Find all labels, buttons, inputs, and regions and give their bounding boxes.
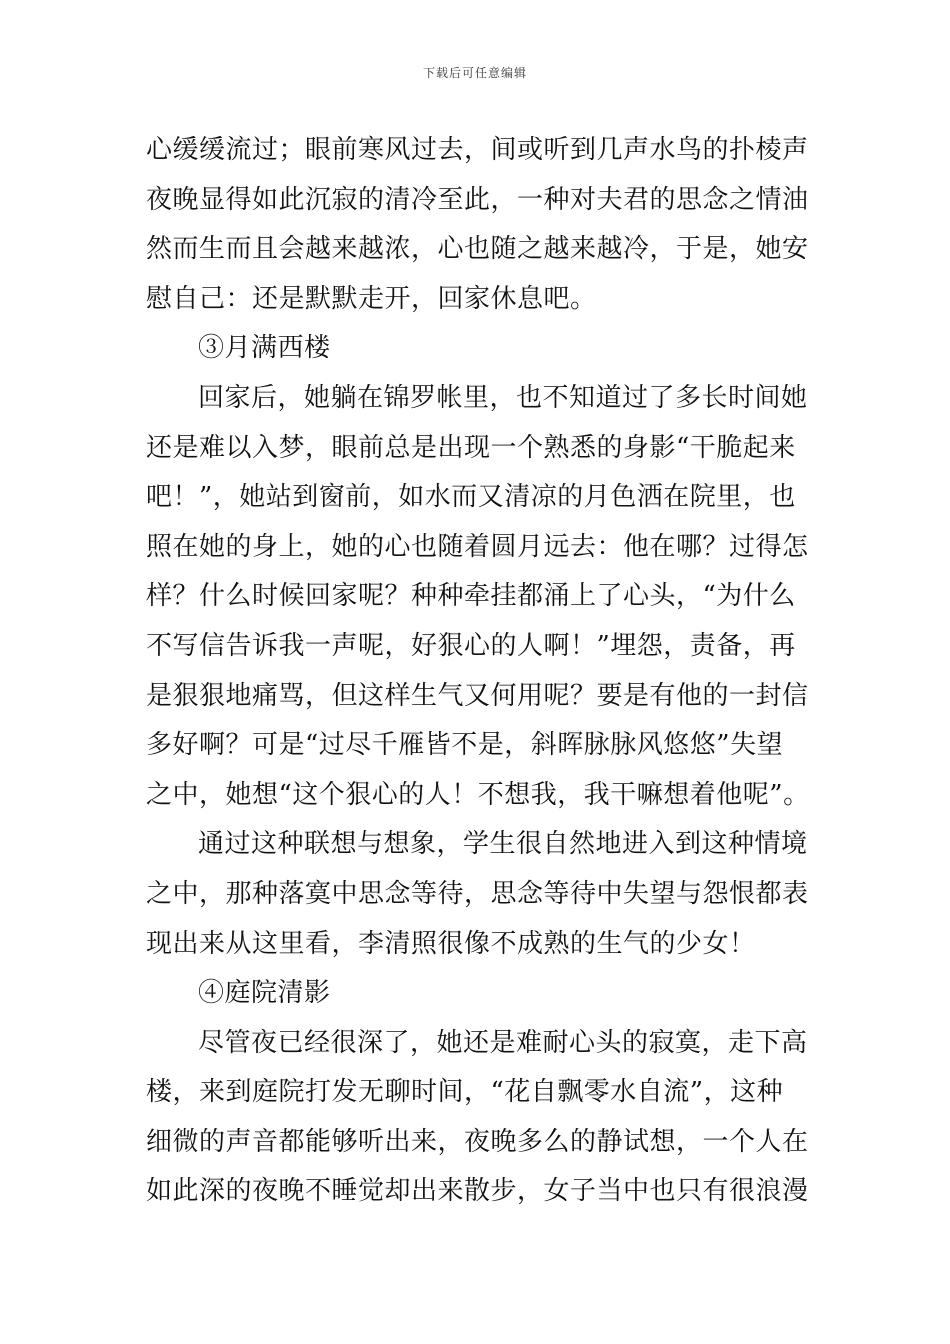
text-line: 吧！”，她站到窗前，如水而又清凉的月色洒在院里，也 — [146, 482, 796, 513]
text-line: 通过这种联想与想象，学生很自然地进入到这种情境 — [198, 829, 808, 860]
text-line: 现出来从这里看，李清照很像不成熟的生气的少女！ — [146, 928, 756, 959]
text-line: 回家后，她躺在锦罗帐里，也不知道过了多长时间她 — [198, 382, 808, 413]
text-line: 慰自己：还是默默走开，回家休息吧。 — [146, 283, 597, 314]
text-line: 细微的声音都能够听出来，夜晚多么的静试想，一个人在 — [146, 1126, 809, 1157]
text-line: 夜晚显得如此沉寂的清冷至此，一种对夫君的思念之情油 — [146, 184, 809, 215]
text-line: 楼，来到庭院打发无聊时间，“花自飘零水自流”，这种 — [146, 1077, 784, 1108]
text-line: 照在她的身上，她的心也随着圆月远去：他在哪？过得怎 — [146, 531, 809, 562]
text-line: 如此深的夜晚不睡觉却出来散步，女子当中也只有很浪漫 — [146, 1176, 809, 1207]
document-body — [146, 126, 810, 1217]
page-header: 下载后可任意编辑 — [422, 66, 527, 80]
text-line: 不写信告诉我一声呢，好狠心的人啊！”埋怨，责备，再 — [146, 630, 796, 661]
text-line: 多好啊？可是“过尽千雁皆不是，斜晖脉脉风悠悠”失望 — [146, 730, 784, 761]
text-line: 是狠狠地痛骂，但这样生气又何用呢？要是有他的一封信 — [146, 680, 809, 711]
text-line: 之中，那种落寞中思念等待，思念等待中失望与怨恨都表 — [146, 878, 809, 909]
text-line: 样？什么时候回家呢？种种牵挂都涌上了心头，“为什么 — [146, 581, 796, 612]
text-line: 尽管夜已经很深了，她还是难耐心头的寂寞，走下高 — [198, 1027, 808, 1058]
text-line: 心缓缓流过；眼前寒风过去，间或听到几声水鸟的扑棱声 — [146, 135, 809, 165]
section-heading: ④庭院清影 — [198, 978, 331, 1009]
text-line: 然而生而且会越来越浓，心也随之越来越冷，于是，她安 — [146, 234, 809, 265]
text-line: 之中，她想“这个狠心的人！不想我，我干嘛想着他呢”。 — [146, 779, 810, 810]
text-line: 还是难以入梦，眼前总是出现一个熟悉的身影“干脆起来 — [146, 432, 796, 463]
section-heading: ③月满西楼 — [198, 333, 331, 364]
